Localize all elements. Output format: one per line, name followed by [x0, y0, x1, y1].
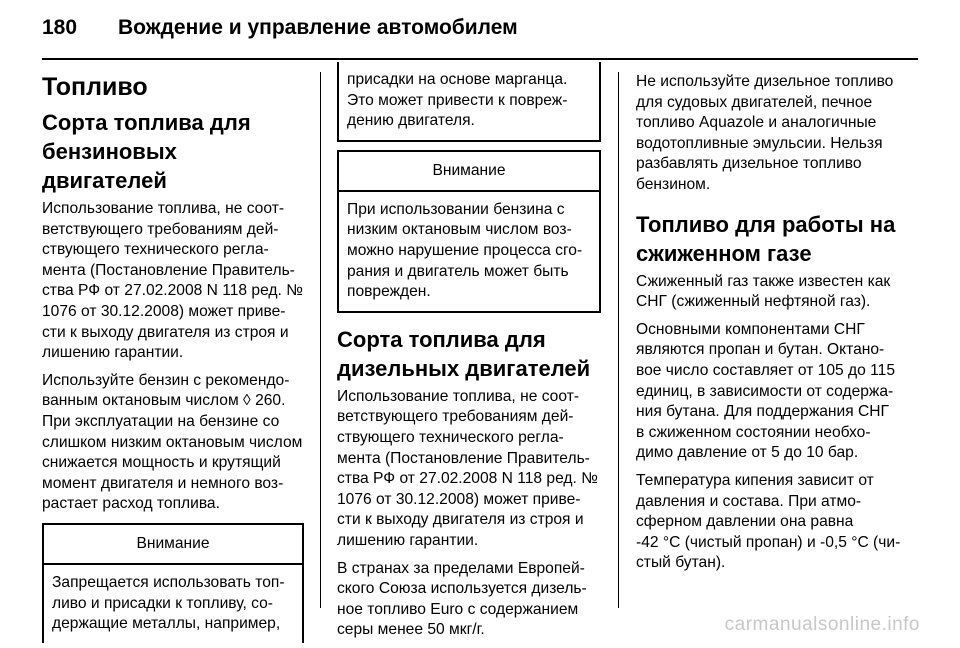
column-divider-1	[320, 72, 321, 608]
paragraph: Использование топлива, не соот- ветствующего требованиям дей- ствующего технического регла- мента (Постановление Правитель- ства РФ от 27.02.2008 N 118 ред. № 1076 от 30.12.2008) может приве- сти к выходу двигателя из строя и лишению гарантии.	[337, 387, 598, 549]
paragraph: В странах за пределами Европей- ского Союза используется дизель- ное топливо Euro с содержанием серы менее 50 мкг/г.	[337, 559, 587, 639]
paragraph: Использование топлива, не соот- ветствующего требованиям дей- ствующего технического регла- мента (Постановление Правитель- ства РФ от 27.02.2008 N 118 ред. № 1076 от 30.12.2008) может приве- сти к выходу двигателя из строя и лишению гарантии.	[42, 200, 303, 362]
subsection-title-lpg: Топливо для работы на сжиженном газе	[636, 211, 896, 266]
page-number: 180	[42, 16, 78, 39]
warning-box-2	[337, 150, 601, 313]
column-divider-2	[618, 72, 619, 608]
subsection-title-gasoline: Сорта топлива для бензиновых двигателей	[42, 110, 251, 193]
warning-box-continued	[337, 62, 601, 142]
warning-title: Внимание	[339, 152, 599, 192]
page-header	[0, 0, 960, 68]
warning-title: Внимание	[44, 525, 302, 565]
warning-text: При использовании бензина с низким октановым числом воз- можно нарушение процесса сго- рания и двигатель может быть поврежден.	[347, 200, 583, 301]
page-title: Вождение и управление автомобилем	[118, 16, 518, 39]
column-2	[337, 72, 601, 648]
watermark: carmanualsonline.info	[724, 614, 920, 635]
paragraph: Сжиженный газ также известен как СНГ (сжиженный нефтяной газ).	[636, 272, 891, 311]
header-rule	[42, 58, 918, 60]
column-1	[42, 72, 304, 643]
warning-box	[42, 523, 304, 643]
section-title: Топливо	[42, 73, 148, 101]
subsection-title-diesel: Сорта топлива для дизельных двигателей	[337, 326, 591, 381]
paragraph: Используйте бензин с рекомендо- ванным октановым числом ◊ 260. При эксплуатации на бензине со слишком низким октановым числом снижается мощность и крутящий момент двигателя и немного воз- растает расход топлива.	[42, 371, 303, 513]
paragraph: Основными компонентами СНГ являются пропан и бутан. Октано- вое число составляет от 105 до 115 единиц, в зависимости от содержа- ния бутана. Для поддержания СНГ в сжиженном состоянии необхо- димо давление от 5 до 10 бар.	[636, 320, 895, 462]
paragraph: Не используйте дизельное топливо для судовых двигателей, печное топливо Aquazole и аналогичные водотопливные эмульсии. Нельзя разбавлять дизельное топливо бензином.	[636, 73, 894, 193]
warning-text: Запрещается использовать топ- ливо и присадки к топливу, со- держащие металлы, например,	[52, 573, 285, 633]
warning-cont-text: присадки на основе марганца. Это может привести к повреж- дению двигателя.	[347, 71, 568, 130]
column-3	[636, 72, 916, 581]
paragraph: Температура кипения зависит от давления и состава. При атмо- сферном давлении она равна -42 °C (чистый пропан) и -0,5 °C (чи- стый бутан).	[636, 471, 901, 572]
